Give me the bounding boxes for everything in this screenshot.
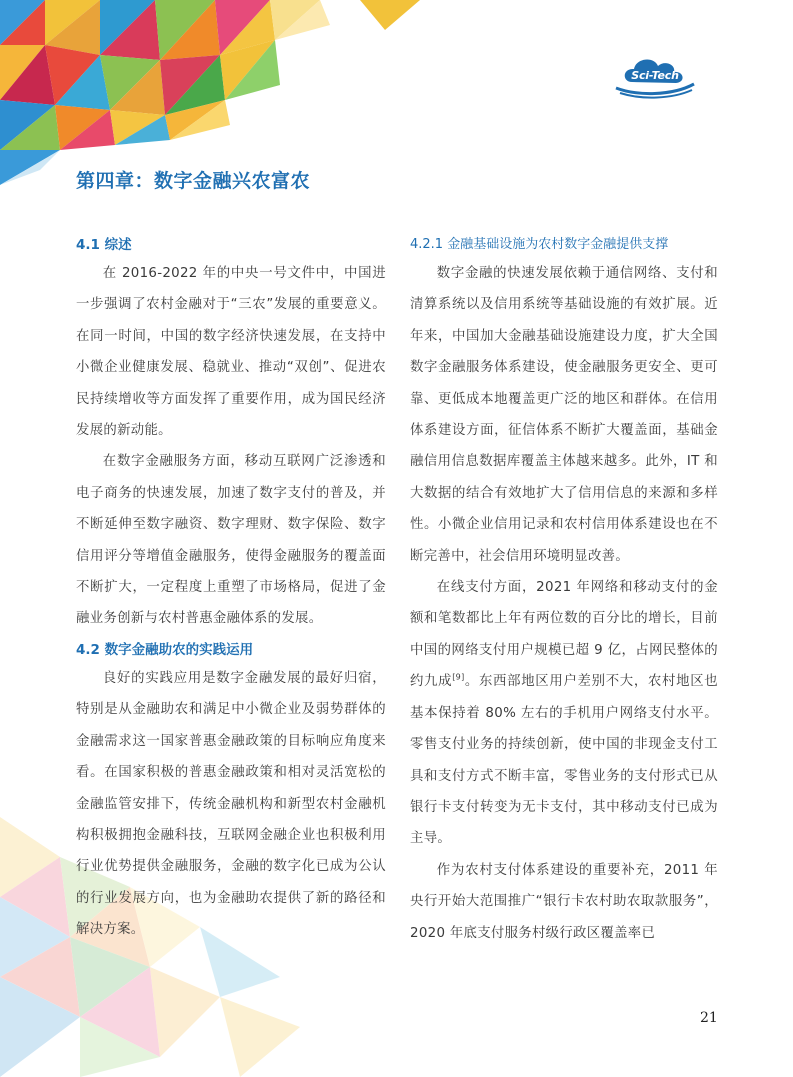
left-column [76,232,386,946]
paragraph: 在数字金融服务方面，移动互联网广泛渗透和电子商务的快速发展，加速了数字支付的普及，并不断延伸至数字融资、数字理财、数字保险、数字信用评分等增值金融服务，使得金融服务的覆盖面不断扩大，一定程度上重塑了市场格局，促进了金融业务创新与农村普惠金融体系的发展。 [76,454,386,627]
decorative-triangle-pattern [0,0,420,190]
paragraph [410,572,718,855]
paragraph: 数字金融的快速发展依赖于通信网络、支付和清算系统以及信用系统等基础设施的有效扩展。近年来，中国加大金融基础设施建设力度，扩大全国数字金融服务体系建设，使金融服务更安全、更可靠、更低成本地覆盖更广泛的地区和群体。在信用体系建设方面，征信体系不断扩大覆盖面，基础金融信用信息数据库覆盖主体越来越多。此外，IT 和大数据的结合有效地扩大了信用信息的来源和多样性。小微企业信用记录和农村信用体系建设也在不断完善中，社会信用环境明显改善。 [410,266,718,564]
paragraph-text: 在线支付方面，2021 年网络和移动支付的金额和笔数都比上年有两位数的百分比的增长，目前中国的网络支付用户规模已超 9 亿，占网民整体的约九成 [410,580,718,690]
citation-reference[interactable]: [9] [452,672,465,682]
logo-text: Sci-Tech [631,69,679,82]
right-column [410,232,718,949]
sci-tech-logo [612,52,698,100]
paragraph-text: 。东西部地区用户差别不大，农村地区也基本保持着 80% 左右的手机用户网络支付水平。零售支付业务的持续创新，使中国的非现金支付工具和支付方式不断丰富，零售业务的支付形式已从银行卡支付转变为无卡支付，其中移动支付已成为主导。 [410,674,719,847]
subsection-heading-4-2-1: 4.2.1 金融基础设施为农村数字金融提供支撑 [410,237,669,252]
paragraph: 良好的实践应用是数字金融发展的最好归宿，特别是从金融助农和满足中小微企业及弱势群体的金融需求这一国家普惠金融政策的目标响应角度来看。在国家积极的普惠金融政策和相对灵活宽松的金融监管安排下，传统金融机构和新型农村金融机构积极拥抱金融科技，互联网金融企业也积极利用行业优势提供金融服务，金融的数字化已成为公认的行业发展方向，也为金融助农提供了新的路径和解决方案。 [76,670,386,938]
chapter-title: 第四章：数字金融兴农富农 [76,170,311,192]
section-heading-4-1: 4.1 综述 [76,237,132,253]
page-number: 21 [700,1010,718,1026]
paragraph: 作为农村支付体系建设的重要补充，2011 年央行开始大范围推广“银行卡农村助农取款服务”，2020 年底支付服务村级行政区覆盖率已 [410,862,718,941]
section-heading-4-2: 4.2 数字金融助农的实践运用 [76,641,254,658]
paragraph: 在 2016-2022 年的中央一号文件中，中国进一步强调了农村金融对于“三农”发展的重要意义。在同一时间，中国的数字经济快速发展，在支持中小微企业健康发展、稳就业、推动“双创”、促进农民持续增收等方面发挥了重要作用，成为国民经济发展的新动能。 [76,266,386,439]
